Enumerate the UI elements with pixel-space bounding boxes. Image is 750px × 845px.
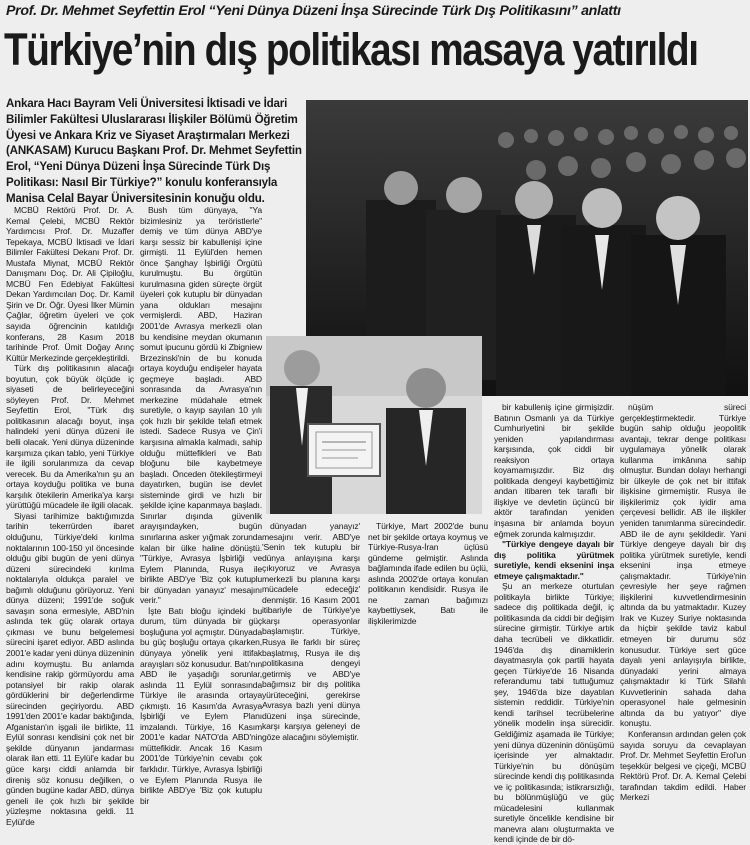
- paragraph: nüşüm süreci gerçekleştirmektedir. Türkiye bugün sahip olduğu jeopolitik avantajı, tekrar denge politikası uygulamaya yönelik olarak kullanma imkânına sahip olmuştur. Bundan dolayı herhangi bir ülkeyle de çok net bir ittifak ilişkisine girmemiştir. Rusya ile ilişkilerimiz çok iyidir ama çerçevesi bellidir. AB ile ilişkiler yeniden tanımlanma sürecindedir. ABD ile de aynı şekildedir. Yani Türkiye dengeye dayalı bir dış politika yürütmek suretiyle, kendi eksenini inşa etmeye çalışmaktadır. Türkiye'nin çevresiyle her şeye rağmen ilişkilerini kuvvetlendirmesinin altında da bu yatmaktadır. Kuzey Irak ve Kuzey Suriye noktasında da hiçbir şekilde taviz kabul etmeyen bir durumu söz konusudur. Türkiye sert güce dayalı yeni anlayışıyla birlikte, dünyadaki yerini almaya çalışmaktadır ki Türk Silahlı Kuvvetlerinin sahada daha operasyonel hale gelmesinin altında da bu yatıyor" diye konuştu.: [620, 402, 746, 729]
- paragraph: bir kabulleniş içine girmişizdir. Batının Osmanlı ya da Türkiye Cumhuriyetini bir şekilde yeniden yapılandırması karşısında, çok ciddi bir reaksiyon ortaya koyamamışızdır. Biz dış politikada dengeyi kaybettiğimiz andan itibaren tek taraflı bir ilişkiye ve devletin üçüncü bir aktör tarafından yeniden inşasına bir anlamda boyun eğmek zorunda kalmışızdır.: [494, 402, 614, 539]
- paragraph: Konferansın ardından gelen çok sayıda soruyu da cevaplayan Prof. Dr. Mehmet Seyfettin Erol'un teşekkür belgesi ve çiçeği, MCBÜ Rektörü Prof. Dr. A. Kemal Çelebi tarafından takdim edildi. Haber Merkezi: [620, 728, 746, 803]
- paragraph: dünyadan yanayız' mesajını verir. ABD'ye 'Senin tek kutuplu bir dünya anlayışına karşı çıkıyoruz ve Avrasya merkezli bu planına karşı mücadele edeceğiz' denmiştir. 16 Kasım 2001 itibariyle de Türkiye'ye karşı operasyonlar başlamıştır. Türkiye, Rusya ile farklı bir süreç başlatmış, Rusya ile dış politikasına dengeyi getirmiş ve ABD'ye bağımsız bir dış politika yürüteceğini, gerekirse Avrasya bazlı yeni dünya düzeni inşa sürecinde, karşı karşıya geleneyi de göze alacağını söylemiştir.: [262, 521, 360, 742]
- paragraph: Siyasi tarihimize baktığımızda tarihin tekerrürden ibaret olduğunu, Türkiye'deki kırılma noktalarının 100-150 yıl öncesinde olduğu gibi bugün de yeni dünya düzeni sürecindeki kırılma noktalarıyla oldukça paralel ve bağımlı olduğunu görüyoruz. Yeni dünya düzeni; 1991'de soğuk savaşın sona ermesiyle, ABD'nin aslında tek güç olarak ortaya çıkması ve bunu belgelemesi sürecini işaret ediyor. ABD aslında 2001'e kadar yeni dünya düzeninin adını koymuştu. Bu anlamda kendisine rakip görmüyordu ama potansiyel bir rakip olarak gördüklerini bir değerlendirme sürecinden geçiriyordu. ABD 1991'den 2001'e kadar baktığında, Afganistan'ın işgali ile birlikte, 11 Eylül sonrası kendisini çok net bir şekilde dünyanın jandarması olarak ilan etti. 11 Eylül'e kadar bu güce karşı ciddi anlamda bir direniş söz konusu değilken, o günden bugüne kadar ABD, dünya geneli ile çok hızlı bir şekilde yüzleşme noktasına geldi. 11 Eylül'de: [6, 510, 134, 827]
- kicker-line: Prof. Dr. Mehmet Seyfettin Erol “Yeni Dünya Düzeni İnşa Sürecinde Türk Dış Politikasını” anlattı: [6, 3, 621, 19]
- article-column-3b: [368, 521, 488, 626]
- paragraph: MCBÜ Rektörü Prof. Dr. A. Kemal Çelebi, MCBÜ Rektör Yardımcısı Prof. Dr. Muzaffer Tepekaya, MCBÜ İktisadi ve İdari Bilimler Fakültesi Dekanı Prof. Dr. Mustafa Miynat, MCBÜ Rektör Danışmanı Doç. Dr. Ali Çipiloğlu, MCBÜ Fen Edebiyat Fakültesi Dekan Yardımcıları Doç. Dr. Kamil Şirin ve Dr. Öğr. Üyesi İlker Mümin Çağlar, öğretim üyeleri ve çok sayıda öğrencinin katıldığı konferans, 28 Kasım 2018 tarihinde Prof. Ümit Doğay Arınç Kültür Merkezinde gerçekleştirildi.: [6, 205, 134, 363]
- headline: Türkiye’nin dış politikası masaya yatırıldı: [4, 24, 698, 75]
- article-column-3: [262, 521, 360, 742]
- paragraph: İşte Batı bloğu içindeki bu durum, tüm dünyada bir güç boşluğuna yol açmıştır. Dünyada bu güç boşluğu ortaya çıkarken, dünyaya yönelik yeni ittifak arayışları söz konusudur. Batı'nın ABD ile yaşadığı sorunlar, aslında 11 Eylül sonrasında Türkiye ile arasında ortaya çıkmıştı. 16 Kasım'da Avrasya İşbirliği ve Eylem Planı imzalandı. Türkiye, 16 Kasım 2001'e kadar NATO'da ABD'nin müttefikidir. Ancak 16 Kasım 2001'de Türkiye'nin cevabı çok farklıdır. Türkiye, Avrasya İşbirliği ve Eylem Planında Rusya ile birlikte ABD'ye 'Biz çok kutuplu bir: [140, 605, 262, 806]
- paragraph: Şu an merkeze oturtulan politikayla birlikte Türkiye; sadece dış politikada değil, iç politikasında da ciddi bir değişim sürecine girmiştir. Türkiye artık daha tecrübeli ve dikkatlidir. 1946'da dış dinamiklerin dayatmasıyla çok partili hayata geçen Türkiye'de 16 Nisanda referandumu tabi tuttuğumuz şey, 1946'da bize dayatılan sistemin reddidir. Türkiye'nin kendi tarihsel tecrübelerine yönelik modelin inşa sürecidir. Geldiğimiz aşamada ile Türkiye; yeni dünya düzeninin dönüşümü içerisinde yer almaktadır. Türkiye'nin bu dönüşüm sürecinde kendi dış politikasında ve iç politikasında; istikrarsızlığı, bu bölünmüşlüğü ve güç mücadelesini kullanmak suretiyle öncelikle kendisine bir manevra alanı oluşturmakta ve kendi içinde de bir dö-: [494, 581, 614, 845]
- lead-paragraph: Ankara Hacı Bayram Veli Üniversitesi İktisadi ve İdari Bilimler Fakültesi Uluslararası İlişkiler Bölümü Öğretim Üyesi ve Ankara Kriz ve Siyaset Araştırmaları Merkezi (ANKASAM) Kurucu Başkanı Prof. Dr. Mehmet Seyfettin Erol, “Yeni Dünya Düzeni İnşa Sürecinde Türk Dış Politikası: Nasıl Bir Türkiye?” konulu konferansıyla Manisa Celal Bayar Üniversitesinin konuğu oldu.: [6, 97, 302, 205]
- paragraph: Türkiye, Mart 2002'de bunu net bir şekilde ortaya koymuş ve Türkiye-Rusya-İran üçlüsü gündeme gelmiştir. Aslında bağlamında ifade edilen bu üçlü, aslında 2002'de ortaya konulan politikanın kendisidir. Rusya ile ne zaman bağımızı kaybettiysek, Batı ile ilişkilerimizde: [368, 521, 488, 626]
- article-column-2: [140, 205, 262, 806]
- certificate-presentation-photo: [266, 336, 482, 514]
- article-column-5: [620, 402, 746, 803]
- pull-quote: "Türkiye dengeye dayalı bir dış politika yürütmek suretiyle, kendi eksenini inşa etmeye çalışmaktadır.": [494, 539, 614, 581]
- article-column-1: [6, 205, 134, 827]
- paragraph: Türk dış politikasının alacağı boyutun, çok büyük ölçüde iç siyaseti de belirleyeceğini söyleyen Prof. Dr. Mehmet Seyfettin Erol, "Türk dış politikasının alacağı boyut, inşa halindeki yeni dünya düzeni ile belli olacak. Yeni dünya düzeninde karşımıza çıkan tablo, yeni Türkiye ile ilgili sorularımıza da cevap verecek. Bu da Amerika'nın şu an ortaya koyduğu politika ve buna karşılık ötekilerin Amerika'ya karşı yürüttüğü mücadele ile ilgili olacak.: [6, 363, 134, 511]
- article-column-4: [494, 402, 614, 845]
- paragraph: Bush tüm dünyaya, "Ya bizimlesiniz ya teröristlerle" demiş ve tüm dünya ABD'ye karşı sessiz bir kabullenişi içine girmişti. 11 Eylül'den hemen önce Şanghay İşbirliği Örgütü kurulmuştu. Bu örgütün kurulmasına giden süreçte örgüt üyeleri çok kutuplu bir dünyadan yana oldukları mesajını vermişlerdi. ABD, Haziran 2001'de Avrasya merkezli olan bu kendisine meydan okumanın somut ipucunu gördü ki Zbigniew Brzezinski'nin de bu konuda ortaya koyduğu endişeler hayata geçmeye başladı. ABD sonrasında da Avrasya'nın merkezine müdahale etmek suretiyle, o kayıp sayılan 10 yılı çok hızlı bir şekilde telafi etmek istedi. Sadece Rusya ve Çin'i karşısına almakla kalmadı, sahip olduğu müttefikleri ve Batı bloğunu bile kaybetmeye başladı. Önceden ötekileştirmeyi dayatırken, bugün ise devlet sisteminde girdi ve hızlı bir şekilde içine kapanmaya başladı. Sınırlar dışında güvenlik arayışındayken, bugün sınırlarına asker yığmak zorunda kalan bir ülke haline dönüştü. "Türkiye, Avrasya İşbirliği ve Eylem Planında, Rusya ile birlikte ABD'ye 'Biz çok kutuplu bir dünyadan yanayız' mesajını verir.": [140, 205, 262, 606]
